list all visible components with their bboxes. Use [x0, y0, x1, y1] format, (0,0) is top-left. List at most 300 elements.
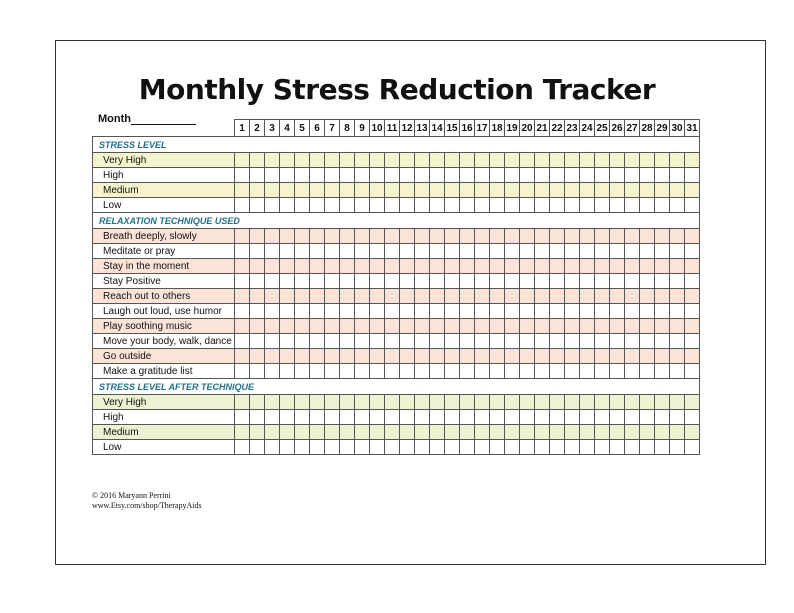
day-checkbox-cell[interactable] — [295, 168, 310, 183]
day-checkbox-cell[interactable] — [625, 425, 640, 440]
day-checkbox-cell[interactable] — [550, 334, 565, 349]
day-checkbox-cell[interactable] — [445, 425, 460, 440]
day-checkbox-cell[interactable] — [595, 319, 610, 334]
day-checkbox-cell[interactable] — [685, 440, 700, 455]
day-checkbox-cell[interactable] — [310, 229, 325, 244]
day-checkbox-cell[interactable] — [505, 364, 520, 379]
day-checkbox-cell[interactable] — [310, 304, 325, 319]
day-checkbox-cell[interactable] — [265, 334, 280, 349]
day-checkbox-cell[interactable] — [685, 183, 700, 198]
day-checkbox-cell[interactable] — [655, 229, 670, 244]
day-checkbox-cell[interactable] — [490, 198, 505, 213]
day-checkbox-cell[interactable] — [310, 183, 325, 198]
day-checkbox-cell[interactable] — [415, 304, 430, 319]
day-checkbox-cell[interactable] — [385, 304, 400, 319]
day-checkbox-cell[interactable] — [475, 289, 490, 304]
day-checkbox-cell[interactable] — [250, 244, 265, 259]
day-checkbox-cell[interactable] — [625, 349, 640, 364]
day-checkbox-cell[interactable] — [340, 168, 355, 183]
day-checkbox-cell[interactable] — [580, 349, 595, 364]
day-checkbox-cell[interactable] — [490, 410, 505, 425]
day-checkbox-cell[interactable] — [580, 259, 595, 274]
day-checkbox-cell[interactable] — [490, 349, 505, 364]
day-checkbox-cell[interactable] — [625, 244, 640, 259]
day-checkbox-cell[interactable] — [340, 410, 355, 425]
day-checkbox-cell[interactable] — [340, 395, 355, 410]
day-checkbox-cell[interactable] — [235, 364, 250, 379]
day-checkbox-cell[interactable] — [295, 274, 310, 289]
day-checkbox-cell[interactable] — [310, 395, 325, 410]
day-checkbox-cell[interactable] — [490, 364, 505, 379]
day-checkbox-cell[interactable] — [400, 289, 415, 304]
day-checkbox-cell[interactable] — [280, 259, 295, 274]
day-checkbox-cell[interactable] — [370, 364, 385, 379]
day-checkbox-cell[interactable] — [655, 334, 670, 349]
day-checkbox-cell[interactable] — [655, 349, 670, 364]
day-checkbox-cell[interactable] — [430, 183, 445, 198]
day-checkbox-cell[interactable] — [415, 259, 430, 274]
day-checkbox-cell[interactable] — [370, 425, 385, 440]
day-checkbox-cell[interactable] — [355, 198, 370, 213]
day-checkbox-cell[interactable] — [355, 274, 370, 289]
day-checkbox-cell[interactable] — [490, 153, 505, 168]
day-checkbox-cell[interactable] — [595, 440, 610, 455]
day-checkbox-cell[interactable] — [610, 304, 625, 319]
day-checkbox-cell[interactable] — [580, 244, 595, 259]
day-checkbox-cell[interactable] — [475, 440, 490, 455]
day-checkbox-cell[interactable] — [625, 168, 640, 183]
day-checkbox-cell[interactable] — [610, 259, 625, 274]
day-checkbox-cell[interactable] — [235, 304, 250, 319]
day-checkbox-cell[interactable] — [565, 168, 580, 183]
day-checkbox-cell[interactable] — [250, 289, 265, 304]
day-checkbox-cell[interactable] — [295, 153, 310, 168]
day-checkbox-cell[interactable] — [325, 168, 340, 183]
day-checkbox-cell[interactable] — [325, 334, 340, 349]
day-checkbox-cell[interactable] — [565, 289, 580, 304]
day-checkbox-cell[interactable] — [400, 168, 415, 183]
day-checkbox-cell[interactable] — [415, 289, 430, 304]
day-checkbox-cell[interactable] — [505, 410, 520, 425]
day-checkbox-cell[interactable] — [355, 425, 370, 440]
day-checkbox-cell[interactable] — [475, 244, 490, 259]
day-checkbox-cell[interactable] — [580, 410, 595, 425]
day-checkbox-cell[interactable] — [415, 244, 430, 259]
day-checkbox-cell[interactable] — [310, 425, 325, 440]
day-checkbox-cell[interactable] — [475, 259, 490, 274]
day-checkbox-cell[interactable] — [655, 168, 670, 183]
day-checkbox-cell[interactable] — [535, 319, 550, 334]
day-checkbox-cell[interactable] — [295, 334, 310, 349]
day-checkbox-cell[interactable] — [460, 349, 475, 364]
day-checkbox-cell[interactable] — [310, 319, 325, 334]
day-checkbox-cell[interactable] — [340, 349, 355, 364]
day-checkbox-cell[interactable] — [640, 244, 655, 259]
day-checkbox-cell[interactable] — [310, 349, 325, 364]
day-checkbox-cell[interactable] — [640, 319, 655, 334]
day-checkbox-cell[interactable] — [565, 304, 580, 319]
day-checkbox-cell[interactable] — [265, 349, 280, 364]
day-checkbox-cell[interactable] — [640, 289, 655, 304]
day-checkbox-cell[interactable] — [295, 259, 310, 274]
day-checkbox-cell[interactable] — [370, 198, 385, 213]
day-checkbox-cell[interactable] — [565, 364, 580, 379]
day-checkbox-cell[interactable] — [385, 244, 400, 259]
day-checkbox-cell[interactable] — [520, 198, 535, 213]
day-checkbox-cell[interactable] — [385, 425, 400, 440]
day-checkbox-cell[interactable] — [625, 259, 640, 274]
day-checkbox-cell[interactable] — [610, 183, 625, 198]
day-checkbox-cell[interactable] — [490, 440, 505, 455]
day-checkbox-cell[interactable] — [625, 334, 640, 349]
day-checkbox-cell[interactable] — [445, 183, 460, 198]
day-checkbox-cell[interactable] — [355, 319, 370, 334]
day-checkbox-cell[interactable] — [265, 289, 280, 304]
day-checkbox-cell[interactable] — [430, 319, 445, 334]
day-checkbox-cell[interactable] — [370, 334, 385, 349]
day-checkbox-cell[interactable] — [250, 440, 265, 455]
day-checkbox-cell[interactable] — [235, 229, 250, 244]
day-checkbox-cell[interactable] — [475, 425, 490, 440]
day-checkbox-cell[interactable] — [655, 410, 670, 425]
day-checkbox-cell[interactable] — [415, 198, 430, 213]
day-checkbox-cell[interactable] — [580, 304, 595, 319]
day-checkbox-cell[interactable] — [265, 319, 280, 334]
day-checkbox-cell[interactable] — [685, 319, 700, 334]
day-checkbox-cell[interactable] — [295, 364, 310, 379]
day-checkbox-cell[interactable] — [400, 198, 415, 213]
day-checkbox-cell[interactable] — [655, 425, 670, 440]
day-checkbox-cell[interactable] — [355, 410, 370, 425]
day-checkbox-cell[interactable] — [415, 183, 430, 198]
day-checkbox-cell[interactable] — [550, 259, 565, 274]
day-checkbox-cell[interactable] — [670, 259, 685, 274]
day-checkbox-cell[interactable] — [640, 304, 655, 319]
day-checkbox-cell[interactable] — [670, 274, 685, 289]
day-checkbox-cell[interactable] — [280, 304, 295, 319]
day-checkbox-cell[interactable] — [580, 440, 595, 455]
day-checkbox-cell[interactable] — [685, 425, 700, 440]
day-checkbox-cell[interactable] — [565, 153, 580, 168]
day-checkbox-cell[interactable] — [595, 364, 610, 379]
day-checkbox-cell[interactable] — [520, 334, 535, 349]
day-checkbox-cell[interactable] — [475, 274, 490, 289]
day-checkbox-cell[interactable] — [445, 168, 460, 183]
day-checkbox-cell[interactable] — [460, 440, 475, 455]
day-checkbox-cell[interactable] — [670, 319, 685, 334]
day-checkbox-cell[interactable] — [460, 334, 475, 349]
day-checkbox-cell[interactable] — [325, 395, 340, 410]
day-checkbox-cell[interactable] — [280, 440, 295, 455]
day-checkbox-cell[interactable] — [400, 229, 415, 244]
day-checkbox-cell[interactable] — [670, 289, 685, 304]
day-checkbox-cell[interactable] — [640, 364, 655, 379]
day-checkbox-cell[interactable] — [295, 319, 310, 334]
day-checkbox-cell[interactable] — [505, 304, 520, 319]
day-checkbox-cell[interactable] — [535, 198, 550, 213]
day-checkbox-cell[interactable] — [565, 440, 580, 455]
day-checkbox-cell[interactable] — [535, 334, 550, 349]
day-checkbox-cell[interactable] — [520, 244, 535, 259]
day-checkbox-cell[interactable] — [505, 183, 520, 198]
day-checkbox-cell[interactable] — [250, 229, 265, 244]
day-checkbox-cell[interactable] — [655, 319, 670, 334]
day-checkbox-cell[interactable] — [505, 198, 520, 213]
day-checkbox-cell[interactable] — [235, 168, 250, 183]
day-checkbox-cell[interactable] — [430, 440, 445, 455]
day-checkbox-cell[interactable] — [250, 168, 265, 183]
day-checkbox-cell[interactable] — [385, 259, 400, 274]
day-checkbox-cell[interactable] — [475, 410, 490, 425]
day-checkbox-cell[interactable] — [325, 319, 340, 334]
day-checkbox-cell[interactable] — [460, 395, 475, 410]
day-checkbox-cell[interactable] — [490, 425, 505, 440]
day-checkbox-cell[interactable] — [610, 153, 625, 168]
day-checkbox-cell[interactable] — [415, 410, 430, 425]
day-checkbox-cell[interactable] — [295, 198, 310, 213]
day-checkbox-cell[interactable] — [655, 244, 670, 259]
day-checkbox-cell[interactable] — [370, 440, 385, 455]
day-checkbox-cell[interactable] — [535, 259, 550, 274]
day-checkbox-cell[interactable] — [430, 168, 445, 183]
day-checkbox-cell[interactable] — [550, 183, 565, 198]
day-checkbox-cell[interactable] — [670, 168, 685, 183]
day-checkbox-cell[interactable] — [325, 410, 340, 425]
day-checkbox-cell[interactable] — [595, 153, 610, 168]
day-checkbox-cell[interactable] — [550, 153, 565, 168]
day-checkbox-cell[interactable] — [475, 198, 490, 213]
day-checkbox-cell[interactable] — [670, 349, 685, 364]
day-checkbox-cell[interactable] — [325, 425, 340, 440]
day-checkbox-cell[interactable] — [430, 289, 445, 304]
day-checkbox-cell[interactable] — [325, 289, 340, 304]
day-checkbox-cell[interactable] — [235, 349, 250, 364]
day-checkbox-cell[interactable] — [385, 319, 400, 334]
day-checkbox-cell[interactable] — [535, 153, 550, 168]
day-checkbox-cell[interactable] — [520, 229, 535, 244]
day-checkbox-cell[interactable] — [565, 425, 580, 440]
day-checkbox-cell[interactable] — [340, 440, 355, 455]
day-checkbox-cell[interactable] — [355, 364, 370, 379]
day-checkbox-cell[interactable] — [565, 274, 580, 289]
day-checkbox-cell[interactable] — [535, 229, 550, 244]
day-checkbox-cell[interactable] — [670, 198, 685, 213]
day-checkbox-cell[interactable] — [370, 244, 385, 259]
day-checkbox-cell[interactable] — [520, 304, 535, 319]
day-checkbox-cell[interactable] — [670, 304, 685, 319]
day-checkbox-cell[interactable] — [295, 304, 310, 319]
day-checkbox-cell[interactable] — [265, 274, 280, 289]
day-checkbox-cell[interactable] — [490, 183, 505, 198]
day-checkbox-cell[interactable] — [640, 259, 655, 274]
day-checkbox-cell[interactable] — [415, 274, 430, 289]
day-checkbox-cell[interactable] — [325, 183, 340, 198]
day-checkbox-cell[interactable] — [670, 425, 685, 440]
day-checkbox-cell[interactable] — [400, 259, 415, 274]
day-checkbox-cell[interactable] — [415, 319, 430, 334]
day-checkbox-cell[interactable] — [385, 168, 400, 183]
day-checkbox-cell[interactable] — [520, 274, 535, 289]
day-checkbox-cell[interactable] — [655, 440, 670, 455]
day-checkbox-cell[interactable] — [400, 319, 415, 334]
day-checkbox-cell[interactable] — [670, 364, 685, 379]
day-checkbox-cell[interactable] — [535, 425, 550, 440]
day-checkbox-cell[interactable] — [310, 168, 325, 183]
day-checkbox-cell[interactable] — [565, 229, 580, 244]
day-checkbox-cell[interactable] — [685, 364, 700, 379]
day-checkbox-cell[interactable] — [505, 274, 520, 289]
day-checkbox-cell[interactable] — [595, 349, 610, 364]
day-checkbox-cell[interactable] — [280, 410, 295, 425]
day-checkbox-cell[interactable] — [595, 274, 610, 289]
day-checkbox-cell[interactable] — [400, 425, 415, 440]
day-checkbox-cell[interactable] — [370, 289, 385, 304]
day-checkbox-cell[interactable] — [445, 410, 460, 425]
day-checkbox-cell[interactable] — [535, 395, 550, 410]
day-checkbox-cell[interactable] — [265, 425, 280, 440]
day-checkbox-cell[interactable] — [640, 425, 655, 440]
day-checkbox-cell[interactable] — [475, 304, 490, 319]
day-checkbox-cell[interactable] — [235, 440, 250, 455]
day-checkbox-cell[interactable] — [610, 410, 625, 425]
day-checkbox-cell[interactable] — [445, 259, 460, 274]
day-checkbox-cell[interactable] — [685, 229, 700, 244]
day-checkbox-cell[interactable] — [370, 153, 385, 168]
day-checkbox-cell[interactable] — [535, 349, 550, 364]
day-checkbox-cell[interactable] — [580, 168, 595, 183]
day-checkbox-cell[interactable] — [490, 168, 505, 183]
day-checkbox-cell[interactable] — [580, 183, 595, 198]
day-checkbox-cell[interactable] — [235, 395, 250, 410]
day-checkbox-cell[interactable] — [250, 274, 265, 289]
day-checkbox-cell[interactable] — [250, 304, 265, 319]
day-checkbox-cell[interactable] — [385, 395, 400, 410]
day-checkbox-cell[interactable] — [460, 319, 475, 334]
day-checkbox-cell[interactable] — [655, 364, 670, 379]
day-checkbox-cell[interactable] — [460, 410, 475, 425]
day-checkbox-cell[interactable] — [325, 198, 340, 213]
day-checkbox-cell[interactable] — [475, 349, 490, 364]
day-checkbox-cell[interactable] — [610, 349, 625, 364]
day-checkbox-cell[interactable] — [430, 274, 445, 289]
day-checkbox-cell[interactable] — [490, 229, 505, 244]
day-checkbox-cell[interactable] — [235, 244, 250, 259]
day-checkbox-cell[interactable] — [370, 229, 385, 244]
day-checkbox-cell[interactable] — [310, 198, 325, 213]
day-checkbox-cell[interactable] — [265, 153, 280, 168]
day-checkbox-cell[interactable] — [325, 244, 340, 259]
day-checkbox-cell[interactable] — [640, 153, 655, 168]
day-checkbox-cell[interactable] — [655, 304, 670, 319]
day-checkbox-cell[interactable] — [565, 198, 580, 213]
day-checkbox-cell[interactable] — [490, 274, 505, 289]
day-checkbox-cell[interactable] — [250, 153, 265, 168]
day-checkbox-cell[interactable] — [295, 395, 310, 410]
day-checkbox-cell[interactable] — [595, 289, 610, 304]
day-checkbox-cell[interactable] — [310, 274, 325, 289]
day-checkbox-cell[interactable] — [685, 168, 700, 183]
day-checkbox-cell[interactable] — [340, 259, 355, 274]
day-checkbox-cell[interactable] — [595, 304, 610, 319]
day-checkbox-cell[interactable] — [685, 334, 700, 349]
day-checkbox-cell[interactable] — [355, 153, 370, 168]
day-checkbox-cell[interactable] — [550, 349, 565, 364]
day-checkbox-cell[interactable] — [685, 244, 700, 259]
day-checkbox-cell[interactable] — [565, 183, 580, 198]
day-checkbox-cell[interactable] — [370, 274, 385, 289]
day-checkbox-cell[interactable] — [520, 183, 535, 198]
day-checkbox-cell[interactable] — [640, 168, 655, 183]
day-checkbox-cell[interactable] — [340, 183, 355, 198]
day-checkbox-cell[interactable] — [460, 425, 475, 440]
day-checkbox-cell[interactable] — [655, 395, 670, 410]
day-checkbox-cell[interactable] — [580, 289, 595, 304]
day-checkbox-cell[interactable] — [520, 395, 535, 410]
day-checkbox-cell[interactable] — [355, 334, 370, 349]
day-checkbox-cell[interactable] — [295, 183, 310, 198]
day-checkbox-cell[interactable] — [505, 425, 520, 440]
day-checkbox-cell[interactable] — [505, 153, 520, 168]
day-checkbox-cell[interactable] — [550, 244, 565, 259]
day-checkbox-cell[interactable] — [355, 289, 370, 304]
day-checkbox-cell[interactable] — [625, 153, 640, 168]
day-checkbox-cell[interactable] — [535, 364, 550, 379]
day-checkbox-cell[interactable] — [430, 410, 445, 425]
day-checkbox-cell[interactable] — [280, 349, 295, 364]
day-checkbox-cell[interactable] — [460, 153, 475, 168]
day-checkbox-cell[interactable] — [625, 229, 640, 244]
day-checkbox-cell[interactable] — [385, 349, 400, 364]
day-checkbox-cell[interactable] — [475, 395, 490, 410]
day-checkbox-cell[interactable] — [550, 319, 565, 334]
day-checkbox-cell[interactable] — [685, 304, 700, 319]
day-checkbox-cell[interactable] — [610, 274, 625, 289]
day-checkbox-cell[interactable] — [490, 319, 505, 334]
day-checkbox-cell[interactable] — [685, 410, 700, 425]
day-checkbox-cell[interactable] — [280, 198, 295, 213]
day-checkbox-cell[interactable] — [355, 229, 370, 244]
day-checkbox-cell[interactable] — [610, 440, 625, 455]
day-checkbox-cell[interactable] — [520, 168, 535, 183]
day-checkbox-cell[interactable] — [670, 153, 685, 168]
day-checkbox-cell[interactable] — [265, 364, 280, 379]
day-checkbox-cell[interactable] — [430, 364, 445, 379]
day-checkbox-cell[interactable] — [625, 289, 640, 304]
day-checkbox-cell[interactable] — [340, 289, 355, 304]
day-checkbox-cell[interactable] — [415, 334, 430, 349]
day-checkbox-cell[interactable] — [550, 395, 565, 410]
day-checkbox-cell[interactable] — [430, 334, 445, 349]
day-checkbox-cell[interactable] — [625, 395, 640, 410]
day-checkbox-cell[interactable] — [610, 198, 625, 213]
day-checkbox-cell[interactable] — [505, 259, 520, 274]
day-checkbox-cell[interactable] — [445, 229, 460, 244]
day-checkbox-cell[interactable] — [610, 334, 625, 349]
day-checkbox-cell[interactable] — [415, 425, 430, 440]
day-checkbox-cell[interactable] — [310, 440, 325, 455]
day-checkbox-cell[interactable] — [355, 440, 370, 455]
day-checkbox-cell[interactable] — [295, 349, 310, 364]
day-checkbox-cell[interactable] — [280, 334, 295, 349]
day-checkbox-cell[interactable] — [280, 319, 295, 334]
day-checkbox-cell[interactable] — [550, 410, 565, 425]
day-checkbox-cell[interactable] — [640, 440, 655, 455]
day-checkbox-cell[interactable] — [430, 304, 445, 319]
day-checkbox-cell[interactable] — [670, 410, 685, 425]
day-checkbox-cell[interactable] — [280, 183, 295, 198]
day-checkbox-cell[interactable] — [295, 425, 310, 440]
day-checkbox-cell[interactable] — [685, 153, 700, 168]
